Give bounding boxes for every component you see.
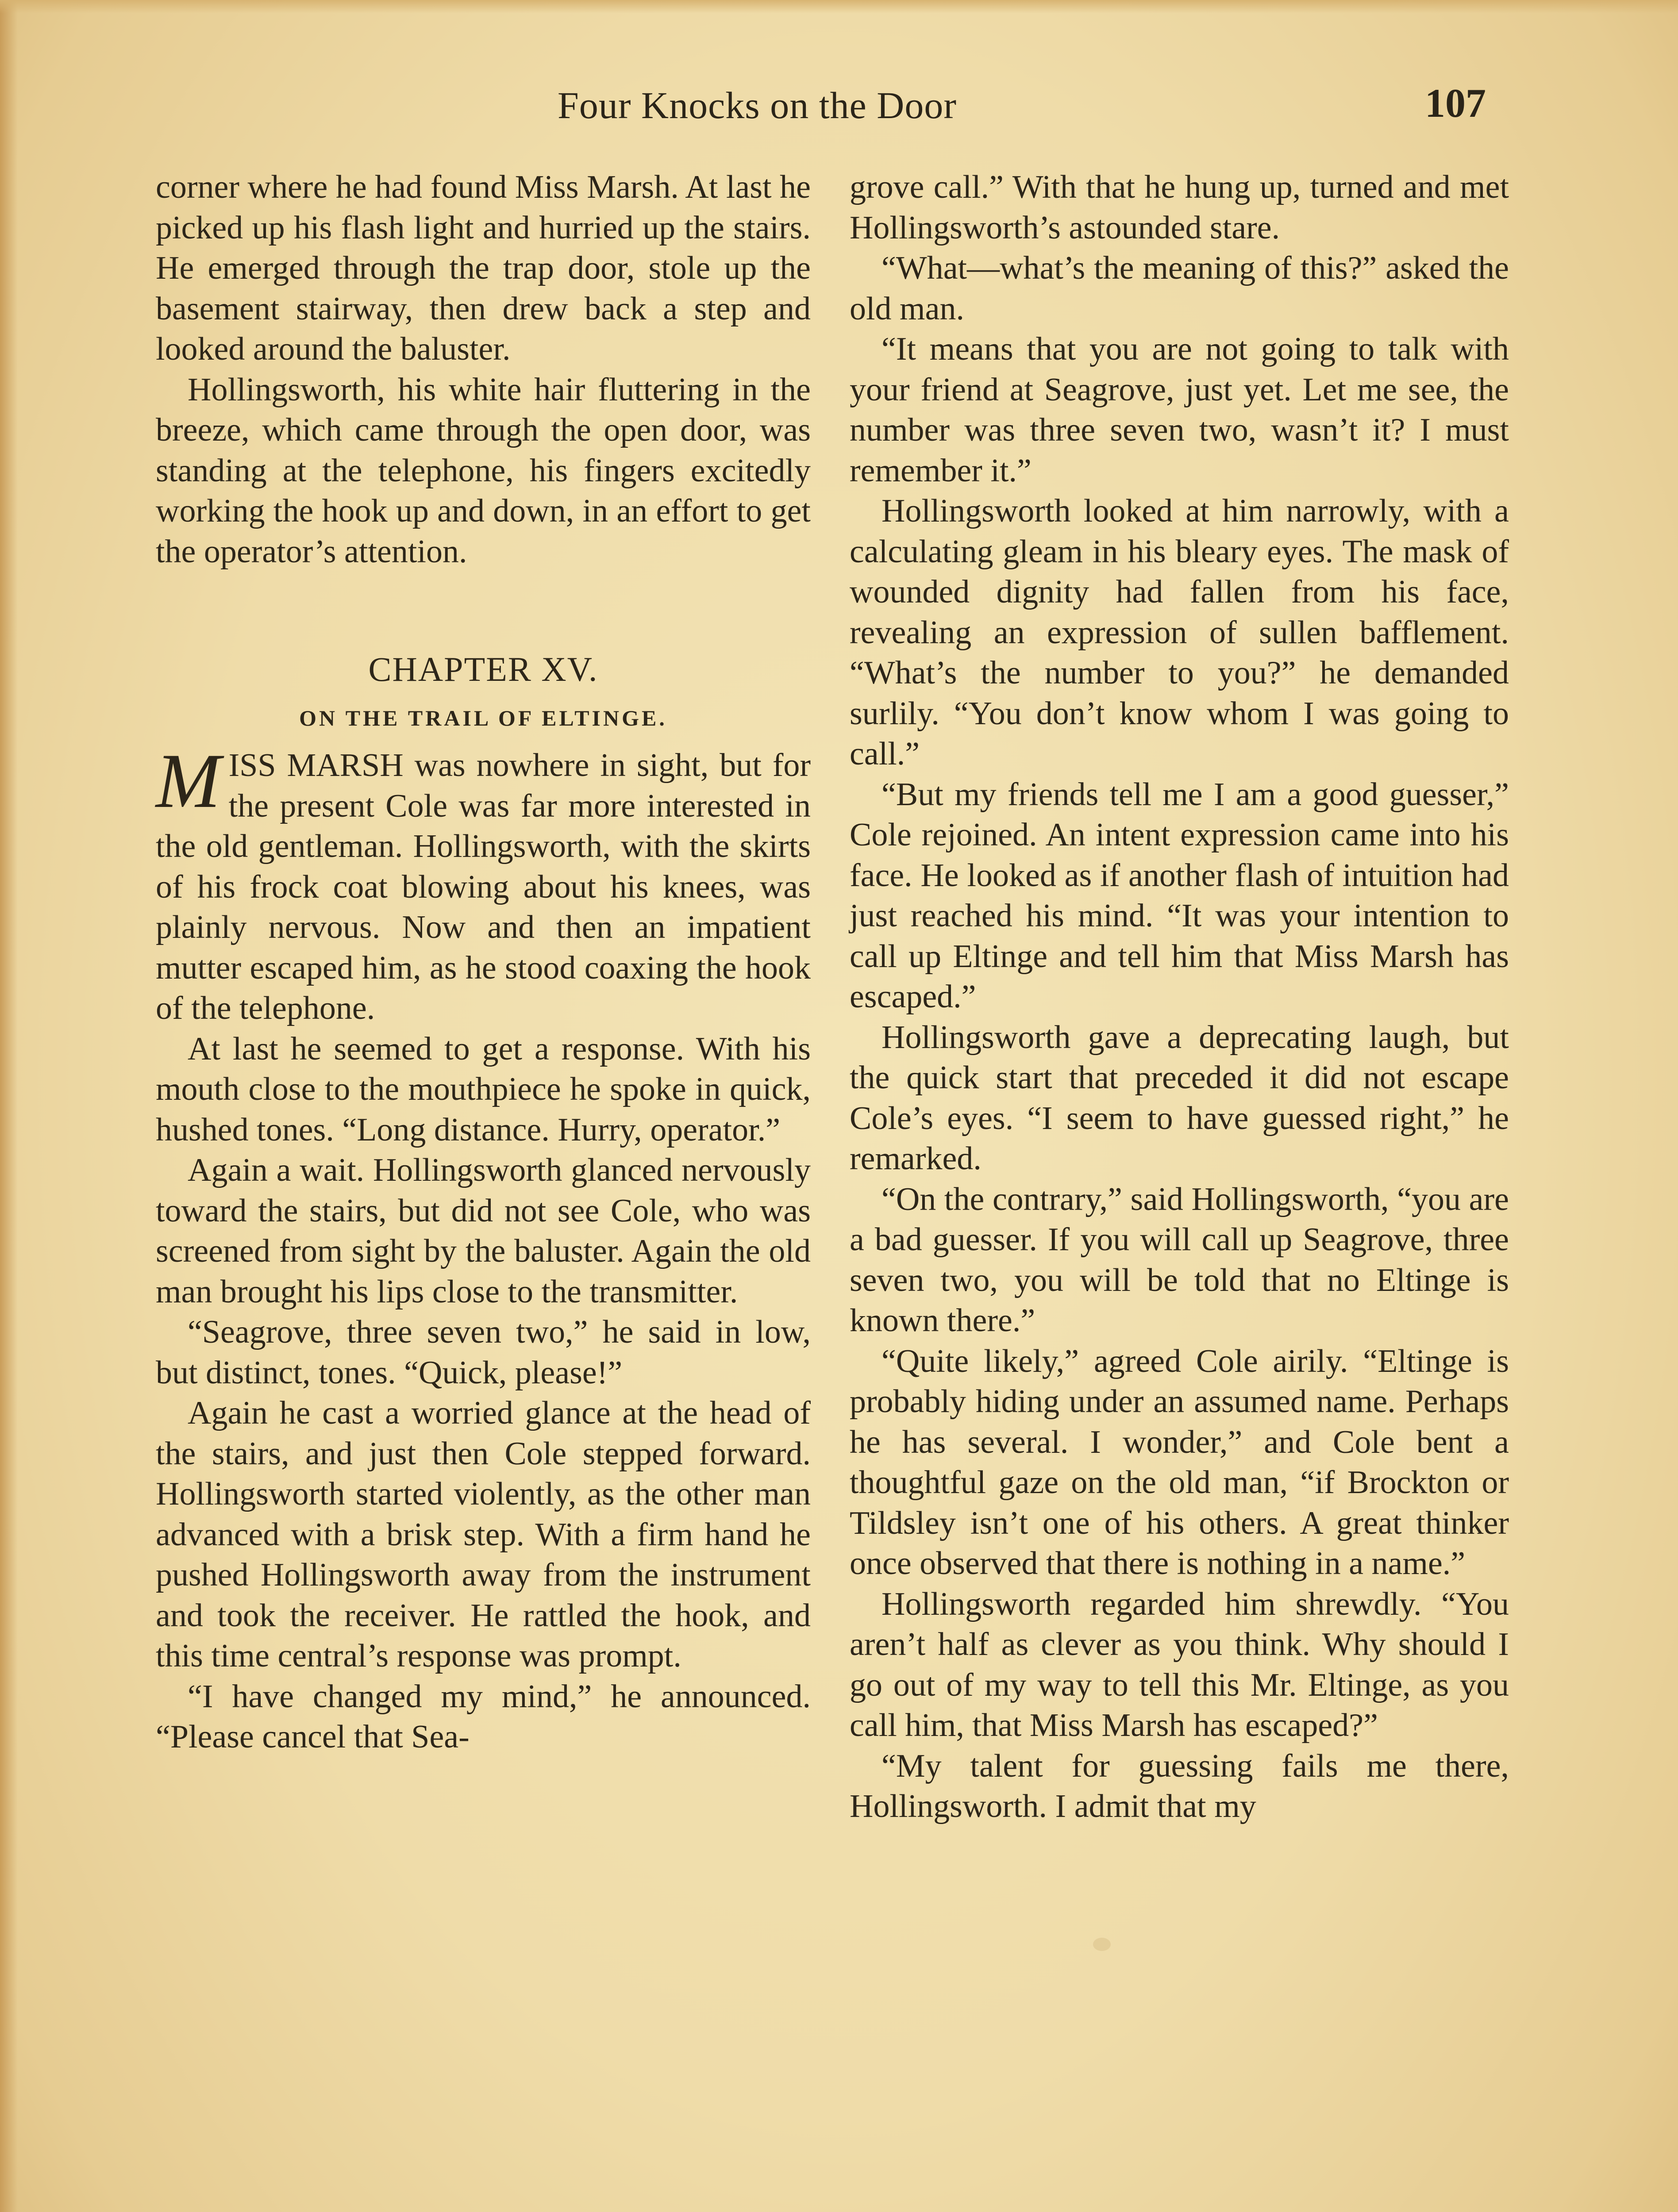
- paragraph: “I have changed my mind,” he announced. “Please cancel that Sea-: [156, 1678, 811, 1755]
- page-edge-shadow-top: [0, 0, 1678, 13]
- paper-stain: [1093, 1938, 1111, 1951]
- drop-cap: M: [156, 738, 221, 824]
- paragraph: “Quite likely,” agreed Cole airily. “Eltinge is probably hiding under an assumed name. Perhaps he has several. I wonder,” and Cole bent a thoughtful gaze on the old man, “if Brockton or Tildsley isn’t one of his others. A great thinker once observed that there is nothing in a name.”: [850, 1343, 1509, 1582]
- left-column: [156, 167, 811, 1758]
- paragraph: At last he seemed to get a response. With his mouth close to the mouthpiece he spoke in quick, hushed tones. “Long distance. Hurry, operator.”: [156, 1030, 811, 1148]
- paragraph: “But my friends tell me I am a good guesser,” Cole rejoined. An intent expression came into his face. He looked as if another flash of intuition had just reached his mind. “It was your intention to call up Eltinge and tell him that Miss Marsh has escaped.”: [850, 776, 1509, 1015]
- paragraph: Again he cast a worried glance at the head of the stairs, and just then Cole stepped forward. Hollingsworth started violently, as the other man advanced with a brisk step. With a firm hand he pushed Hollingsworth away from the instrument and took the receiver. He rattled the hook, and this time central’s response was prompt.: [156, 1395, 811, 1674]
- chapter-title: CHAPTER XV.: [368, 650, 598, 688]
- paragraph: “On the contrary,” said Hollingsworth, “you are a bad guesser. If you will call up Seagrove, three seven two, you will be told that no Eltinge is known there.”: [850, 1181, 1509, 1339]
- paragraph: “Seagrove, three seven two,” he said in low, but distinct, tones. “Quick, please!”: [156, 1314, 811, 1391]
- right-column: [850, 167, 1509, 1827]
- page-number: 107: [1425, 81, 1486, 126]
- paragraph: Again a wait. Hollingsworth glanced nervously toward the stairs, but did not see Cole, who was screened from sight by the baluster. Again the old man brought his lips close to the transmitter.: [156, 1152, 811, 1310]
- running-head-title: Four Knocks on the Door: [558, 84, 957, 127]
- page-edge-shadow: [0, 0, 18, 2212]
- paragraph: Hollingsworth regarded him shrewdly. “You aren’t half as clever as you think. Why should I go out of my way to tell this Mr. Eltinge, as you call him, that Miss Marsh has escaped?”: [850, 1586, 1509, 1743]
- paragraph: “My talent for guessing fails me there, Hollingsworth. I admit that my: [850, 1747, 1509, 1824]
- paragraph: “It means that you are not going to talk with your friend at Seagrove, just yet. Let me see, the number was three seven two, wasn’t it? I must remember it.”: [850, 331, 1509, 489]
- paragraph-text: ISS MARSH was nowhere in sight, but for the present Cole was far more interested in the old gentleman. Hollingsworth, with the skirts of his frock coat blowing about his knees, was plainly nervous. Now and then an impatient mutter escaped him, as he stood coaxing the hook of the telephone.: [156, 747, 811, 1026]
- chapter-subtitle: ON THE TRAIL OF ELTINGE.: [299, 706, 667, 730]
- paragraph: corner where he had found Miss Marsh. At last he picked up his flash light and hurried up the stairs. He emerged through the trap door, stole up the basement stairway, then drew back a step and looked around the baluster.: [156, 169, 811, 367]
- paragraph: grove call.” With that he hung up, turned and met Hollingsworth’s astounded stare.: [850, 169, 1509, 246]
- chapter-opening-paragraph: [156, 738, 811, 1029]
- paragraph: “What—what’s the meaning of this?” asked the old man.: [850, 250, 1509, 327]
- paragraph: Hollingsworth looked at him narrowly, with a calculating gleam in his bleary eyes. The mask of wounded dignity had fallen from his face, revealing an expression of sullen bafflement. “What’s the number to you?” he demanded surlily. “You don’t know whom I was going to call.”: [850, 493, 1509, 772]
- paragraph: Hollingsworth gave a deprecating laugh, but the quick start that preceded it did not escape Cole’s eyes. “I seem to have guessed right,” he remarked.: [850, 1019, 1509, 1177]
- paragraph: Hollingsworth, his white hair fluttering in the breeze, which came through the open door, was standing at the telephone, his fingers excitedly working the hook up and down, in an effort to get the operator’s attention.: [156, 371, 811, 570]
